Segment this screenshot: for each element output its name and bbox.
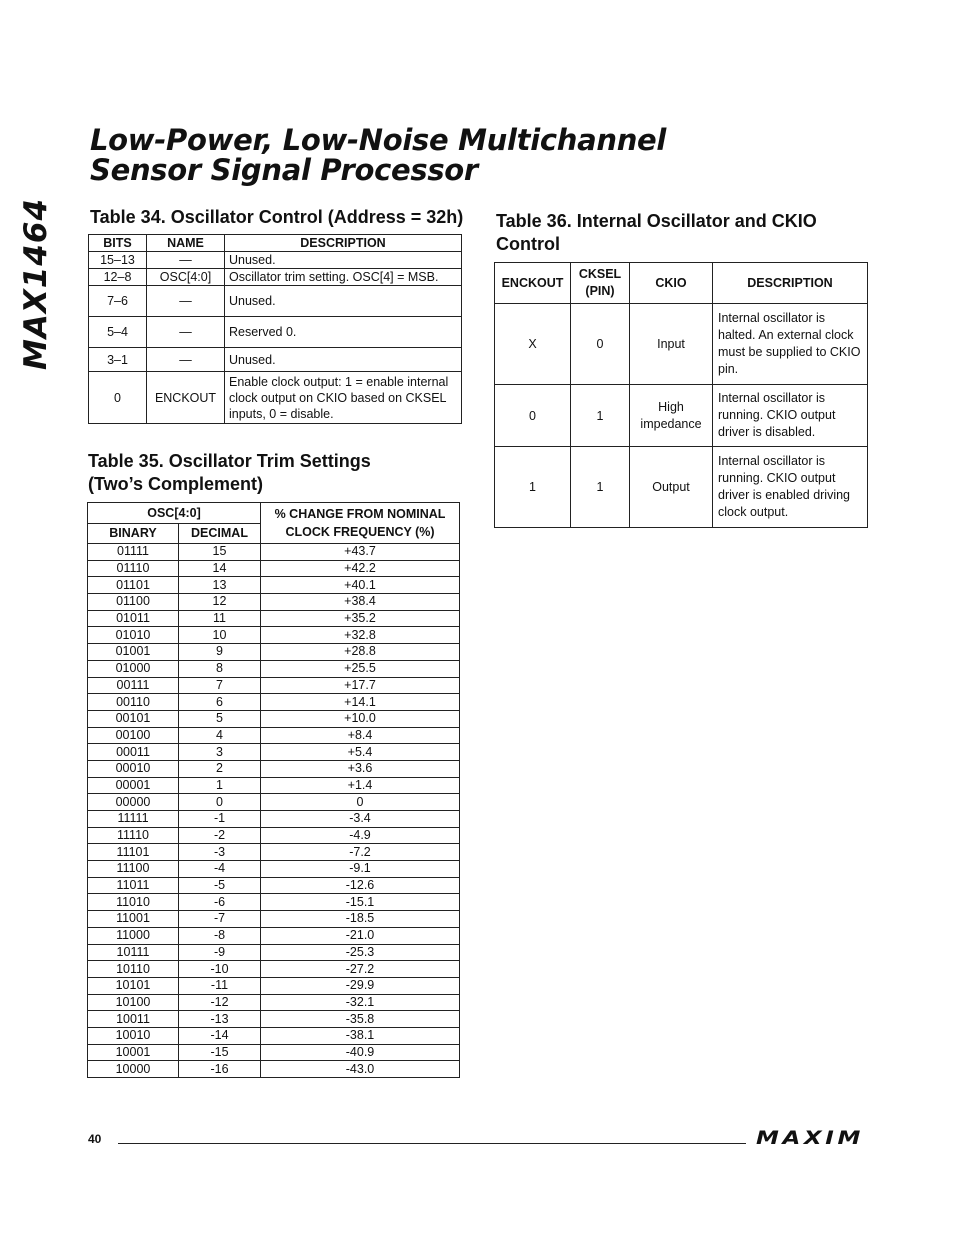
table36-title — [496, 210, 817, 256]
change-cell: +43.7 — [261, 544, 460, 561]
binary-cell: 11101 — [88, 844, 179, 861]
decimal-cell: 5 — [179, 710, 261, 727]
change-cell: -43.0 — [261, 1061, 460, 1078]
maxim-logo — [756, 1128, 866, 1146]
binary-cell: 00100 — [88, 727, 179, 744]
table-row — [495, 385, 868, 447]
decimal-cell: -16 — [179, 1061, 261, 1078]
table-row — [88, 1044, 460, 1061]
decimal-cell: -4 — [179, 861, 261, 878]
change-cell: -40.9 — [261, 1044, 460, 1061]
decimal-cell: 8 — [179, 660, 261, 677]
table-row — [88, 1027, 460, 1044]
decimal-cell: 14 — [179, 560, 261, 577]
binary-cell: 01011 — [88, 610, 179, 627]
decimal-cell: -2 — [179, 827, 261, 844]
bits-cell: 0 — [89, 372, 147, 424]
table36-header-cksel: CKSEL (PIN) — [571, 263, 630, 304]
binary-cell: 00001 — [88, 777, 179, 794]
table-row — [88, 944, 460, 961]
change-cell: -21.0 — [261, 927, 460, 944]
table-row — [88, 811, 460, 828]
change-cell: +38.4 — [261, 594, 460, 611]
change-cell: +1.4 — [261, 777, 460, 794]
change-cell: +25.5 — [261, 660, 460, 677]
footer-rule — [118, 1143, 746, 1144]
enckout-cell: 0 — [495, 385, 571, 447]
table36-header-ckio: CKIO — [630, 263, 713, 304]
table-row — [495, 447, 868, 528]
change-cell: 0 — [261, 794, 460, 811]
decimal-cell: 15 — [179, 544, 261, 561]
description-cell: Enable clock output: 1 = enable internal clock output on CKIO based on CKSEL inputs, 0 = disable. — [225, 372, 462, 424]
table-row — [88, 627, 460, 644]
table-row — [88, 644, 460, 661]
binary-cell: 01000 — [88, 660, 179, 677]
change-cell: +32.8 — [261, 627, 460, 644]
table-row — [88, 894, 460, 911]
table35-body — [88, 544, 460, 1078]
decimal-cell: -13 — [179, 1011, 261, 1028]
decimal-cell: -14 — [179, 1027, 261, 1044]
table-row — [89, 269, 462, 286]
table-row — [88, 1011, 460, 1028]
binary-cell: 11000 — [88, 927, 179, 944]
table35-header-change: % CHANGE FROM NOMINAL CLOCK FREQUENCY (%) — [261, 503, 460, 544]
decimal-cell: 12 — [179, 594, 261, 611]
decimal-cell: 3 — [179, 744, 261, 761]
decimal-cell: -10 — [179, 961, 261, 978]
change-cell: -27.2 — [261, 961, 460, 978]
name-cell: — — [147, 317, 225, 348]
decimal-cell: -9 — [179, 944, 261, 961]
bits-cell: 12–8 — [89, 269, 147, 286]
table-row — [89, 286, 462, 317]
bits-cell: 3–1 — [89, 348, 147, 372]
change-cell: +8.4 — [261, 727, 460, 744]
table36-title-line-1: Table 36. Internal Oscillator and CKIO — [496, 211, 817, 231]
table-row — [88, 760, 460, 777]
binary-cell: 11010 — [88, 894, 179, 911]
binary-cell: 00111 — [88, 677, 179, 694]
table-row — [88, 877, 460, 894]
change-cell: -15.1 — [261, 894, 460, 911]
binary-cell: 01110 — [88, 560, 179, 577]
table36-header-row — [495, 263, 868, 304]
table35-header-osc: OSC[4:0] — [88, 503, 261, 524]
change-cell: -38.1 — [261, 1027, 460, 1044]
table34 — [88, 234, 462, 424]
brand-logo-text: MAXIM — [756, 1128, 864, 1146]
description-cell: Internal oscillator is running. CKIO output driver is disabled. — [713, 385, 868, 447]
enckout-cell: 1 — [495, 447, 571, 528]
change-cell: -9.1 — [261, 861, 460, 878]
decimal-cell: 0 — [179, 794, 261, 811]
cksel-cell: 1 — [571, 385, 630, 447]
binary-cell: 00110 — [88, 694, 179, 711]
name-cell: — — [147, 252, 225, 269]
binary-cell: 00000 — [88, 794, 179, 811]
binary-cell: 10010 — [88, 1027, 179, 1044]
change-cell: +42.2 — [261, 560, 460, 577]
change-cell: -25.3 — [261, 944, 460, 961]
table-row — [88, 677, 460, 694]
table-row — [88, 694, 460, 711]
table34-header-bits: BITS — [89, 235, 147, 252]
binary-cell: 10000 — [88, 1061, 179, 1078]
table-row — [89, 317, 462, 348]
decimal-cell: 10 — [179, 627, 261, 644]
table35-header-decimal: DECIMAL — [179, 523, 261, 544]
change-cell: +3.6 — [261, 760, 460, 777]
cksel-cell: 0 — [571, 304, 630, 385]
change-cell: -7.2 — [261, 844, 460, 861]
change-cell: +14.1 — [261, 694, 460, 711]
table35-title-line-2: (Two’s Complement) — [88, 474, 263, 494]
decimal-cell: -7 — [179, 911, 261, 928]
description-cell: Internal oscillator is halted. An external clock must be supplied to CKIO pin. — [713, 304, 868, 385]
table36-title-line-2: Control — [496, 234, 560, 254]
decimal-cell: 9 — [179, 644, 261, 661]
change-cell: +5.4 — [261, 744, 460, 761]
cksel-cell: 1 — [571, 447, 630, 528]
binary-cell: 11100 — [88, 861, 179, 878]
table-row — [88, 1061, 460, 1078]
decimal-cell: 1 — [179, 777, 261, 794]
table-row — [88, 727, 460, 744]
description-cell: Unused. — [225, 286, 462, 317]
decimal-cell: -12 — [179, 994, 261, 1011]
table-row — [88, 861, 460, 878]
table-row — [88, 794, 460, 811]
name-cell: — — [147, 348, 225, 372]
change-cell: +40.1 — [261, 577, 460, 594]
table34-title: Table 34. Oscillator Control (Address = 32h) — [90, 207, 464, 227]
binary-cell: 10110 — [88, 961, 179, 978]
change-cell: +28.8 — [261, 644, 460, 661]
bits-cell: 15–13 — [89, 252, 147, 269]
table-row — [88, 577, 460, 594]
table-row — [88, 744, 460, 761]
decimal-cell: 6 — [179, 694, 261, 711]
decimal-cell: -6 — [179, 894, 261, 911]
table36 — [494, 262, 868, 528]
ckio-cell: Input — [630, 304, 713, 385]
decimal-cell: 7 — [179, 677, 261, 694]
table-row — [88, 827, 460, 844]
table34-header-row — [89, 235, 462, 252]
binary-cell: 00011 — [88, 744, 179, 761]
decimal-cell: -1 — [179, 811, 261, 828]
binary-cell: 11001 — [88, 911, 179, 928]
document-title-line-2: Sensor Signal Processor — [90, 153, 478, 187]
binary-cell: 01001 — [88, 644, 179, 661]
binary-cell: 01101 — [88, 577, 179, 594]
document-title — [90, 125, 790, 185]
table-row — [89, 372, 462, 424]
decimal-cell: 4 — [179, 727, 261, 744]
decimal-cell: 13 — [179, 577, 261, 594]
decimal-cell: -5 — [179, 877, 261, 894]
bits-cell: 7–6 — [89, 286, 147, 317]
table35-header-binary: BINARY — [88, 523, 179, 544]
table-row — [88, 594, 460, 611]
table35-header-row — [88, 503, 460, 524]
table36-header-enckout: ENCKOUT — [495, 263, 571, 304]
binary-cell: 01010 — [88, 627, 179, 644]
table-row — [88, 660, 460, 677]
change-cell: +10.0 — [261, 710, 460, 727]
table-row — [88, 911, 460, 928]
side-part-number: MAX1464 — [18, 197, 54, 370]
decimal-cell: -8 — [179, 927, 261, 944]
change-cell: -4.9 — [261, 827, 460, 844]
table34-header-description: DESCRIPTION — [225, 235, 462, 252]
ckio-cell: High impedance — [630, 385, 713, 447]
description-cell: Internal oscillator is running. CKIO output driver is enabled driving clock output. — [713, 447, 868, 528]
description-cell: Oscillator trim setting. OSC[4] = MSB. — [225, 269, 462, 286]
change-cell: -32.1 — [261, 994, 460, 1011]
change-cell: -18.5 — [261, 911, 460, 928]
decimal-cell: 11 — [179, 610, 261, 627]
change-cell: -12.6 — [261, 877, 460, 894]
change-cell: -35.8 — [261, 1011, 460, 1028]
binary-cell: 10101 — [88, 977, 179, 994]
name-cell: — — [147, 286, 225, 317]
binary-cell: 11111 — [88, 811, 179, 828]
table-row — [89, 252, 462, 269]
table-row — [88, 927, 460, 944]
document-title-line-1: Low-Power, Low-Noise Multichannel — [90, 123, 667, 157]
binary-cell: 00010 — [88, 760, 179, 777]
decimal-cell: -3 — [179, 844, 261, 861]
table-row — [495, 304, 868, 385]
table-row — [89, 348, 462, 372]
binary-cell: 10011 — [88, 1011, 179, 1028]
description-cell: Unused. — [225, 348, 462, 372]
binary-cell: 01100 — [88, 594, 179, 611]
enckout-cell: X — [495, 304, 571, 385]
binary-cell: 00101 — [88, 710, 179, 727]
table-row — [88, 994, 460, 1011]
binary-cell: 10100 — [88, 994, 179, 1011]
page-number: 40 — [88, 1132, 102, 1146]
table-row — [88, 777, 460, 794]
change-cell: -29.9 — [261, 977, 460, 994]
decimal-cell: -11 — [179, 977, 261, 994]
binary-cell: 11110 — [88, 827, 179, 844]
table35-title-line-1: Table 35. Oscillator Trim Settings — [88, 451, 371, 471]
decimal-cell: 2 — [179, 760, 261, 777]
table-row — [88, 710, 460, 727]
binary-cell: 10001 — [88, 1044, 179, 1061]
change-cell: +35.2 — [261, 610, 460, 627]
change-cell: -3.4 — [261, 811, 460, 828]
binary-cell: 11011 — [88, 877, 179, 894]
table36-header-description: DESCRIPTION — [713, 263, 868, 304]
table-row — [88, 977, 460, 994]
description-cell: Unused. — [225, 252, 462, 269]
binary-cell: 01111 — [88, 544, 179, 561]
table-row — [88, 961, 460, 978]
table-row — [88, 610, 460, 627]
change-cell: +17.7 — [261, 677, 460, 694]
table-row — [88, 560, 460, 577]
name-cell: OSC[4:0] — [147, 269, 225, 286]
decimal-cell: -15 — [179, 1044, 261, 1061]
description-cell: Reserved 0. — [225, 317, 462, 348]
table34-header-name: NAME — [147, 235, 225, 252]
bits-cell: 5–4 — [89, 317, 147, 348]
binary-cell: 10111 — [88, 944, 179, 961]
table35-title — [88, 450, 371, 496]
table-row — [88, 544, 460, 561]
name-cell: ENCKOUT — [147, 372, 225, 424]
table-row — [88, 844, 460, 861]
table35 — [87, 502, 460, 1078]
ckio-cell: Output — [630, 447, 713, 528]
